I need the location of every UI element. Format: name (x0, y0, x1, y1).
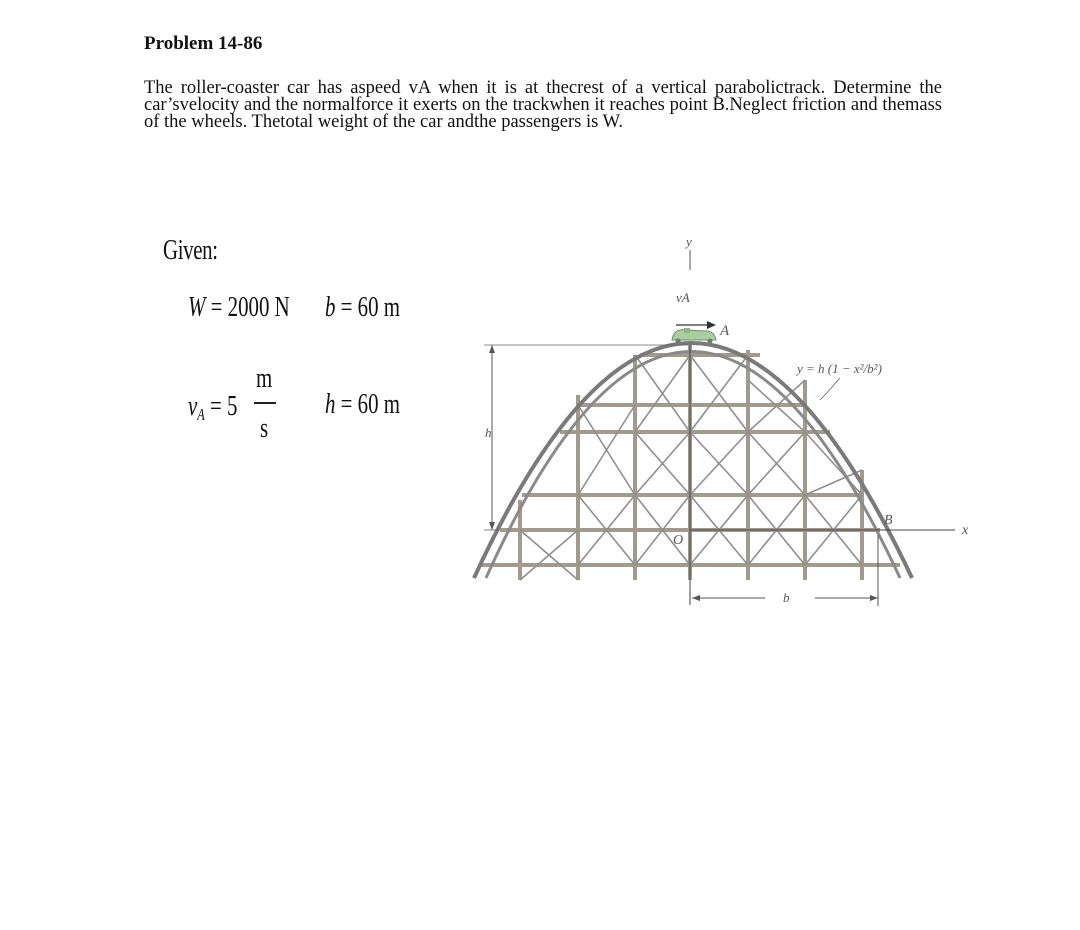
label-h: h (485, 425, 492, 440)
track-rail-outer (474, 343, 912, 578)
label-O: O (673, 533, 684, 548)
curve-leader-line (820, 378, 840, 400)
given-vA (188, 390, 237, 425)
b-symbol: b (325, 291, 336, 323)
b-arrow-right (870, 595, 878, 601)
h-equals: = (340, 388, 353, 420)
given-W (188, 291, 290, 324)
b-arrow-left (692, 595, 700, 601)
roller-coaster-figure (460, 228, 980, 618)
given-h (325, 388, 400, 421)
given-b (325, 291, 400, 324)
b-equals: = (340, 291, 353, 323)
h-symbol: h (325, 388, 336, 420)
problem-title: Problem 14-86 (144, 33, 263, 54)
b-value: 60 m (357, 291, 401, 323)
vA-value: 5 (226, 390, 238, 422)
label-B: B (884, 513, 893, 528)
label-A: A (720, 323, 730, 339)
label-b: b (783, 590, 790, 605)
label-vA: vA (676, 290, 690, 305)
label-x: x (962, 523, 969, 538)
h-value: 60 m (357, 388, 401, 420)
vA-subscript: A (197, 405, 205, 424)
given-heading: Given: (163, 234, 218, 266)
W-equals: = (210, 291, 223, 323)
vA-arrow-head (707, 321, 716, 329)
vA-fraction-bar (254, 402, 276, 404)
vA-unit-numerator: m (256, 362, 273, 394)
label-y: y (686, 234, 692, 249)
vA-equals: = (209, 390, 222, 422)
vA-symbol: v (188, 390, 198, 422)
h-arrow-bottom (489, 522, 495, 530)
W-symbol: W (188, 291, 206, 323)
problem-statement: The roller-coaster car has aspeed vA when it is at thecrest of a vertical parabolictrack. Determine the car’svelocity and the normalforce it exerts on the trackwhen it reaches point B.Neglect friction and themass of the wheels. Thetotal weight of the car andthe passengers is W. (144, 78, 942, 132)
vA-unit-denominator: s (260, 412, 269, 444)
label-curve-equation: y = h (1 − x²/b²) (797, 361, 882, 376)
h-arrow-top (489, 345, 495, 353)
W-value: 2000 N (227, 291, 290, 323)
track-rail-inner (486, 352, 900, 579)
